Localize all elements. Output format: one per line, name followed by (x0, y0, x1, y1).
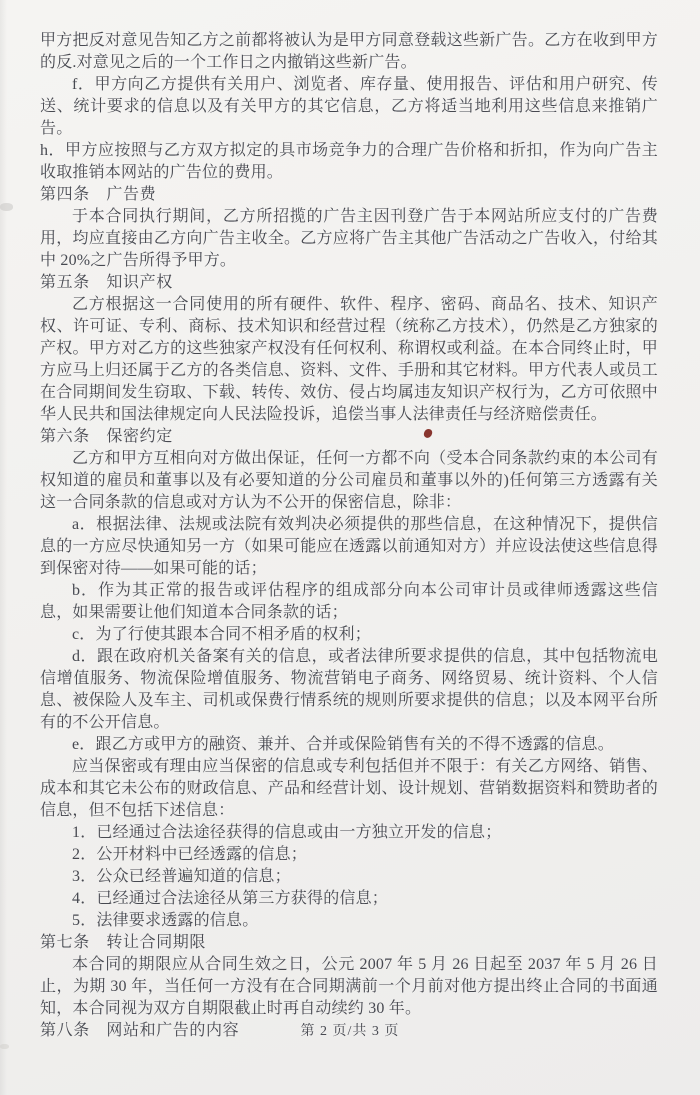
paragraph: 乙方根据这一合同使用的所有硬件、软件、程序、密码、商品名、技术、知识产权、许可证、专利、商标、技术知识和经营过程（统称乙方技术），仍然是乙方独家的产权。甲方对乙方的这些独家产权没有任何权利、称谓权或利益。在本合同终止时，甲方应马上归还属于乙方的各类信息、资料、文件、手册和其它材料。甲方代表人或员工在合同期间发生窃取、下载、转传、效仿、侵占均属违友知识产权行为，乙方可依照中华人民共和国法律规定向人民法险投诉，追偿当事人法律责任与经济赔偿责任。 (40, 296, 658, 423)
section-heading: 第五条 知识产权 (40, 274, 173, 291)
list-item: 2．公开材料中已经透露的信息； (72, 846, 308, 863)
list-item: 3．公众已经普遍知道的信息； (72, 868, 291, 885)
paragraph: 本合同的期限应从合同生效之日，公元 2007 年 5 月 26 日起至 2037 年 5 月 26 日止，为期 30 年，当任何一方没有在合同期满前一个月前对他方提出终止合同的书面通知，本合同视为双方自期限截止时再自动续约 30 年。 (40, 956, 658, 1017)
scan-smudge (0, 1044, 9, 1049)
list-item: 4．已经通过合法途径从第三方获得的信息； (72, 890, 389, 907)
section-heading: 第六条 保密约定 (40, 428, 173, 445)
document-body (40, 30, 658, 1042)
paragraph: 甲方把反对意见告知乙方之前都将被认为是甲方同意登载这些新广告。乙方在收到甲方的反.对意见之后的一个工作日之内撤销这些新广告。 (40, 32, 658, 71)
list-item: e．跟乙方或甲方的融资、兼并、合并或保险销售有关的不得不透露的信息。 (72, 736, 614, 753)
list-item: 5．法律要求透露的信息。 (72, 912, 259, 929)
page-edge-shadow (0, 0, 7, 1095)
section-heading: 第八条 网站和广告的内容 (40, 1022, 240, 1039)
list-item: f．甲方向乙方提供有关用户、浏览者、库存量、使用报告、评估和用户研究、传送、统计要求的信息以及有关甲方的其它信息，乙方将适当地利用这些信息来推销广告。 (40, 76, 658, 137)
list-item: b．作为其正常的报告或评估程序的组成部分向本公司审计员或律师透露这些信息，如果需要让他们知道本合同条款的话； (40, 582, 658, 621)
list-item: c．为了行使其跟本合同不相矛盾的权利； (72, 626, 371, 643)
page-number: 第 2 页/共 3 页 (300, 1024, 400, 1039)
paragraph: 应当保密或有理由应当保密的信息或专利包括但并不限于：有关乙方网络、销售、成本和其它未公布的财政信息、产品和经营计划、设计规划、营销数据资料和赞助者的信息，但不包括下述信息： (40, 758, 658, 819)
section-heading: 第四条 广告费 (40, 186, 157, 203)
section-heading: 第七条 转让合同期限 (40, 934, 207, 951)
list-item: a．根据法律、法规或法院有效判决必须提供的那些信息，在这种情况下，提供信息的一方应尽快通知另一方（如果可能应在透露以前通知对方）并应设法使这些信息得到保密对待——如果可能的话； (40, 516, 658, 577)
paragraph: 乙方和甲方互相向对方做出保证，任何一方都不向（受本合同条款约束的本公司有权知道的雇员和董事以及有必要知道的分公司雇员和董事以外的)任何第三方透露有关这一合同条款的信息或对方认为不公开的保密信息，除非： (40, 450, 658, 511)
scan-smudge (0, 203, 13, 211)
list-item: h．甲方应按照与乙方双方拟定的具市场竞争力的合理广告价格和折扣，作为向广告主收取推销本网站的广告位的费用。 (40, 142, 658, 181)
list-item: 1．已经通过合法途径获得的信息或由一方独立开发的信息； (72, 824, 502, 841)
list-item: d．跟在政府机关备案有关的信息，或者法律所要求提供的信息，其中包括物流电信增值服务、物流保险增值服务、物流营销电子商务、网络贸易、统计资料、个人信息、被保险人及车主、司机或保费行情系统的规则所要求提供的信息；以及本网平台所有的不公开信息。 (40, 648, 658, 731)
paragraph: 于本合同执行期间，乙方所招揽的广告主因刊登广告于本网站所应支付的广告费用，均应直接由乙方向广告主收全。乙方应将广告主其他广告活动之广告收入，付给其中 20%之广告所得予甲方。 (40, 208, 658, 269)
